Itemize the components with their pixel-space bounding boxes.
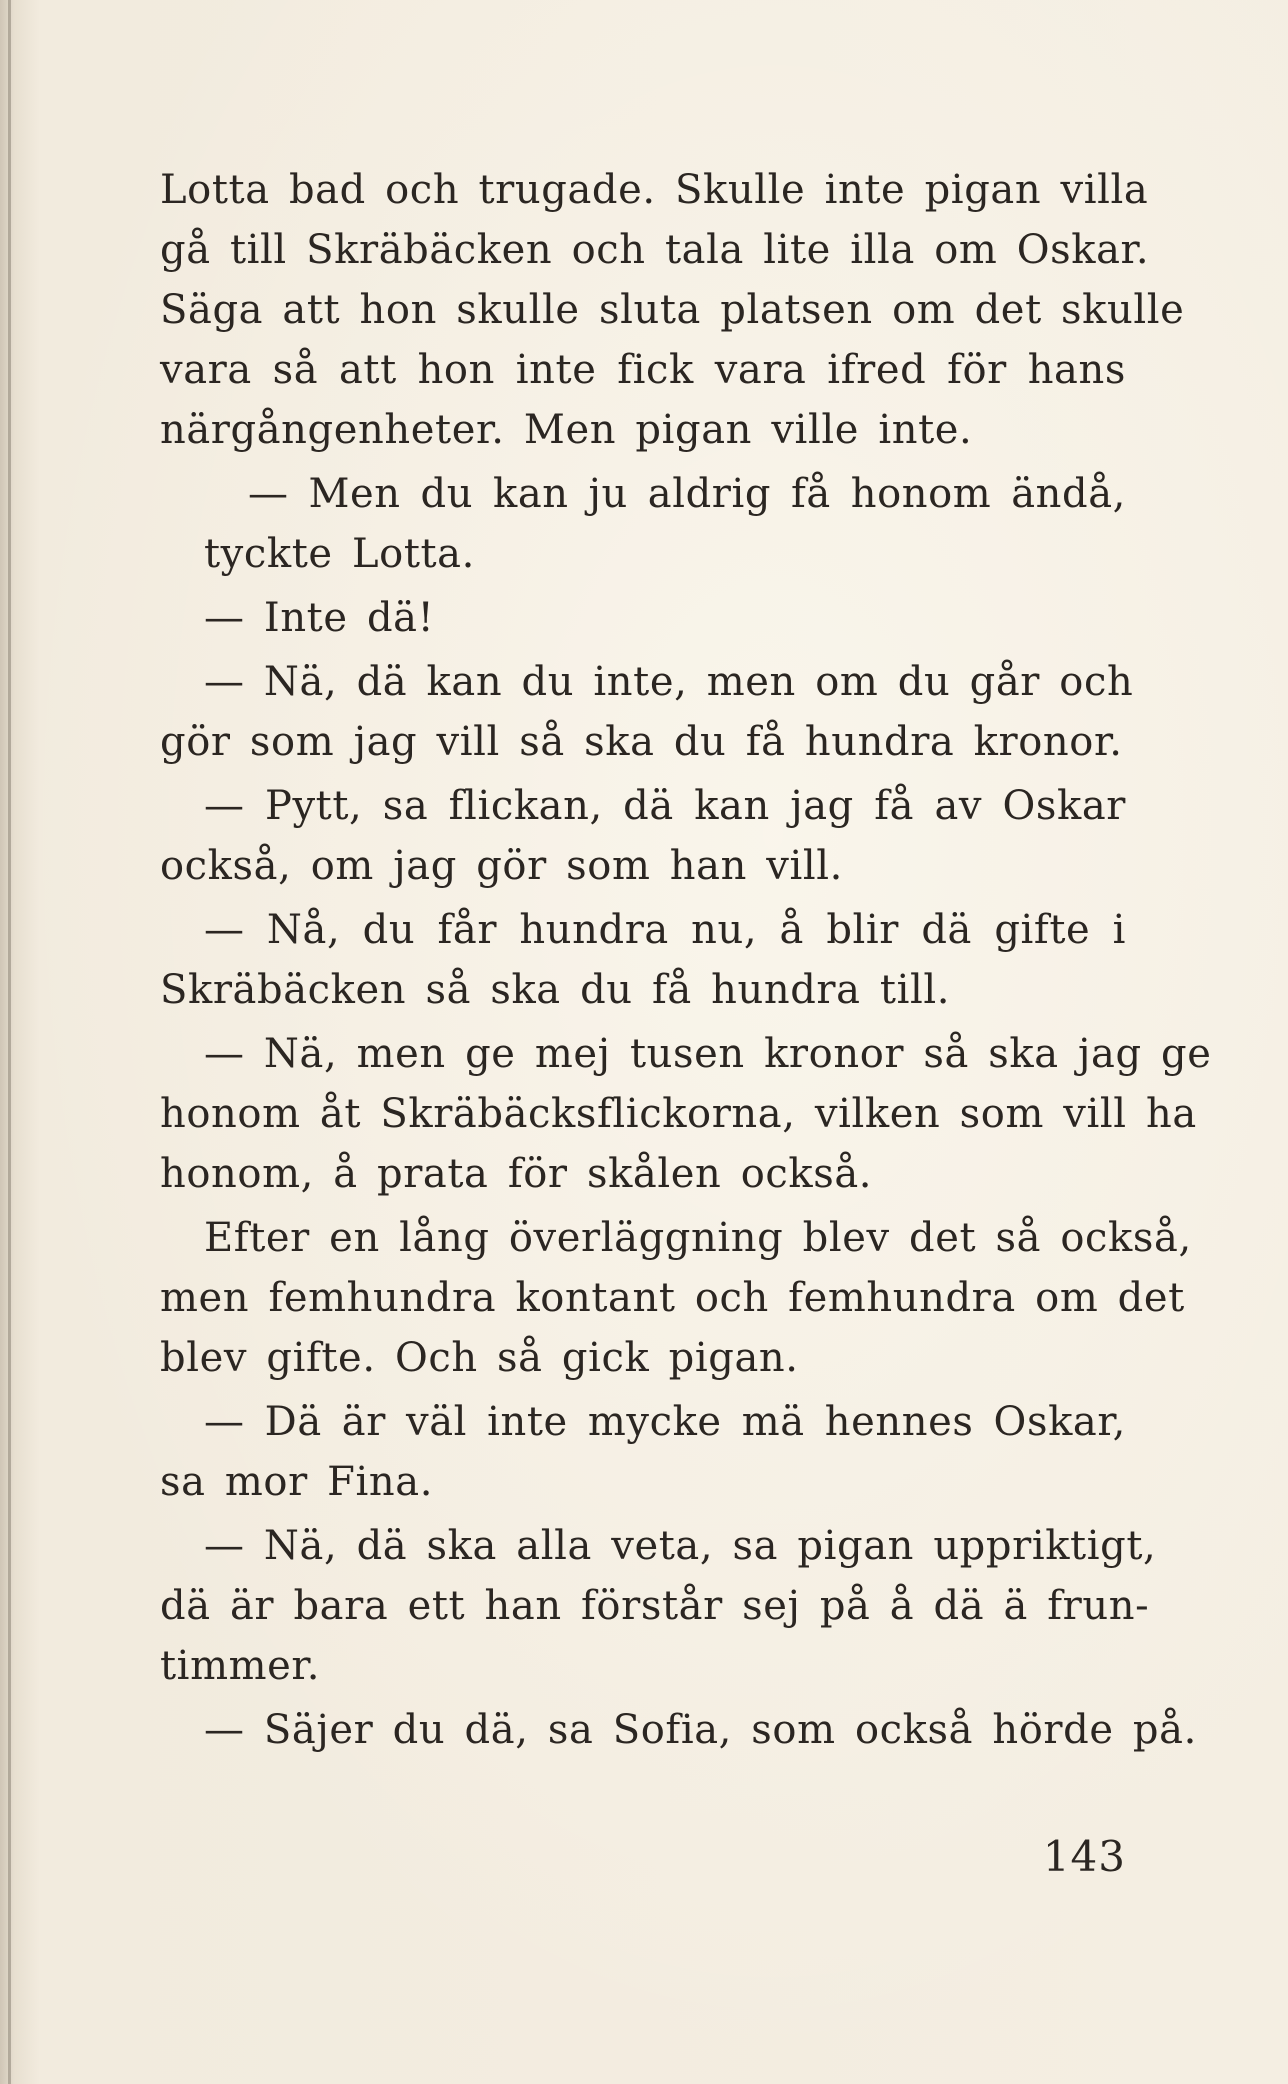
paragraph-5 (160, 776, 1126, 896)
text-line: — Nä, men ge mej tusen kronor så ska jag ge (204, 1031, 1212, 1077)
text-line: gör som jag vill så ska du få hundra kronor. (160, 719, 1123, 765)
text-line: — Pytt, sa flickan, dä kan jag få av Oskar (204, 783, 1126, 829)
text-line: närgångenheter. Men pigan ville inte. (160, 407, 973, 453)
text-line: — Säjer du dä, sa Sofia, som också hörde på. (204, 1707, 1197, 1753)
paragraph-6 (160, 900, 1126, 1020)
text-line: blev gifte. Och så gick pigan. (160, 1335, 799, 1381)
text-line: också, om jag gör som han vill. (160, 843, 843, 889)
text-line: — Nå, du får hundra nu, å blir dä gifte i (204, 907, 1126, 953)
text-line: honom åt Skräbäcksflickorna, vilken som vill ha (160, 1091, 1197, 1137)
text-line: — Nä, dä ska alla veta, sa pigan uppriktigt, (204, 1523, 1157, 1569)
text-line: Säga att hon skulle sluta platsen om det skulle (160, 287, 1185, 333)
paragraph-8 (160, 1208, 1192, 1388)
paragraph-2 (160, 464, 1126, 584)
text-line: — Nä, dä kan du inte, men om du går och (204, 659, 1134, 705)
paragraph-3 (160, 588, 1126, 648)
text-line: timmer. (160, 1643, 321, 1689)
page-gutter-edge (8, 0, 11, 2084)
text-line: — Dä är väl inte mycke mä hennes Oskar, (204, 1399, 1126, 1445)
text-line: men femhundra kontant och femhundra om det (160, 1275, 1185, 1321)
text-line: honom, å prata för skålen också. (160, 1151, 873, 1197)
text-line: tyckte Lotta. (204, 531, 475, 577)
text-line: vara så att hon inte fick vara ifred för hans (160, 347, 1126, 393)
text-line: — Men du kan ju aldrig få honom ändå, (248, 471, 1126, 517)
body-text (160, 160, 1212, 1764)
paragraph-1 (160, 160, 1185, 460)
paragraph-11 (160, 1700, 1197, 1760)
text-line: Efter en lång överläggning blev det så också, (204, 1215, 1192, 1261)
text-line: Skräbäcken så ska du få hundra till. (160, 967, 951, 1013)
page-number: 143 (1042, 1832, 1126, 1881)
text-line: gå till Skräbäcken och tala lite illa om Oskar. (160, 227, 1150, 273)
text-line: — Inte dä! (204, 595, 435, 641)
text-line: dä är bara ett han förstår sej på å dä ä frun- (160, 1583, 1150, 1629)
text-line: Lotta bad och trugade. Skulle inte pigan villa (160, 167, 1149, 213)
paragraph-7 (160, 1024, 1212, 1204)
paragraph-10 (160, 1516, 1157, 1696)
text-line: sa mor Fina. (160, 1459, 434, 1505)
paragraph-9 (160, 1392, 1126, 1512)
paragraph-4 (160, 652, 1134, 772)
